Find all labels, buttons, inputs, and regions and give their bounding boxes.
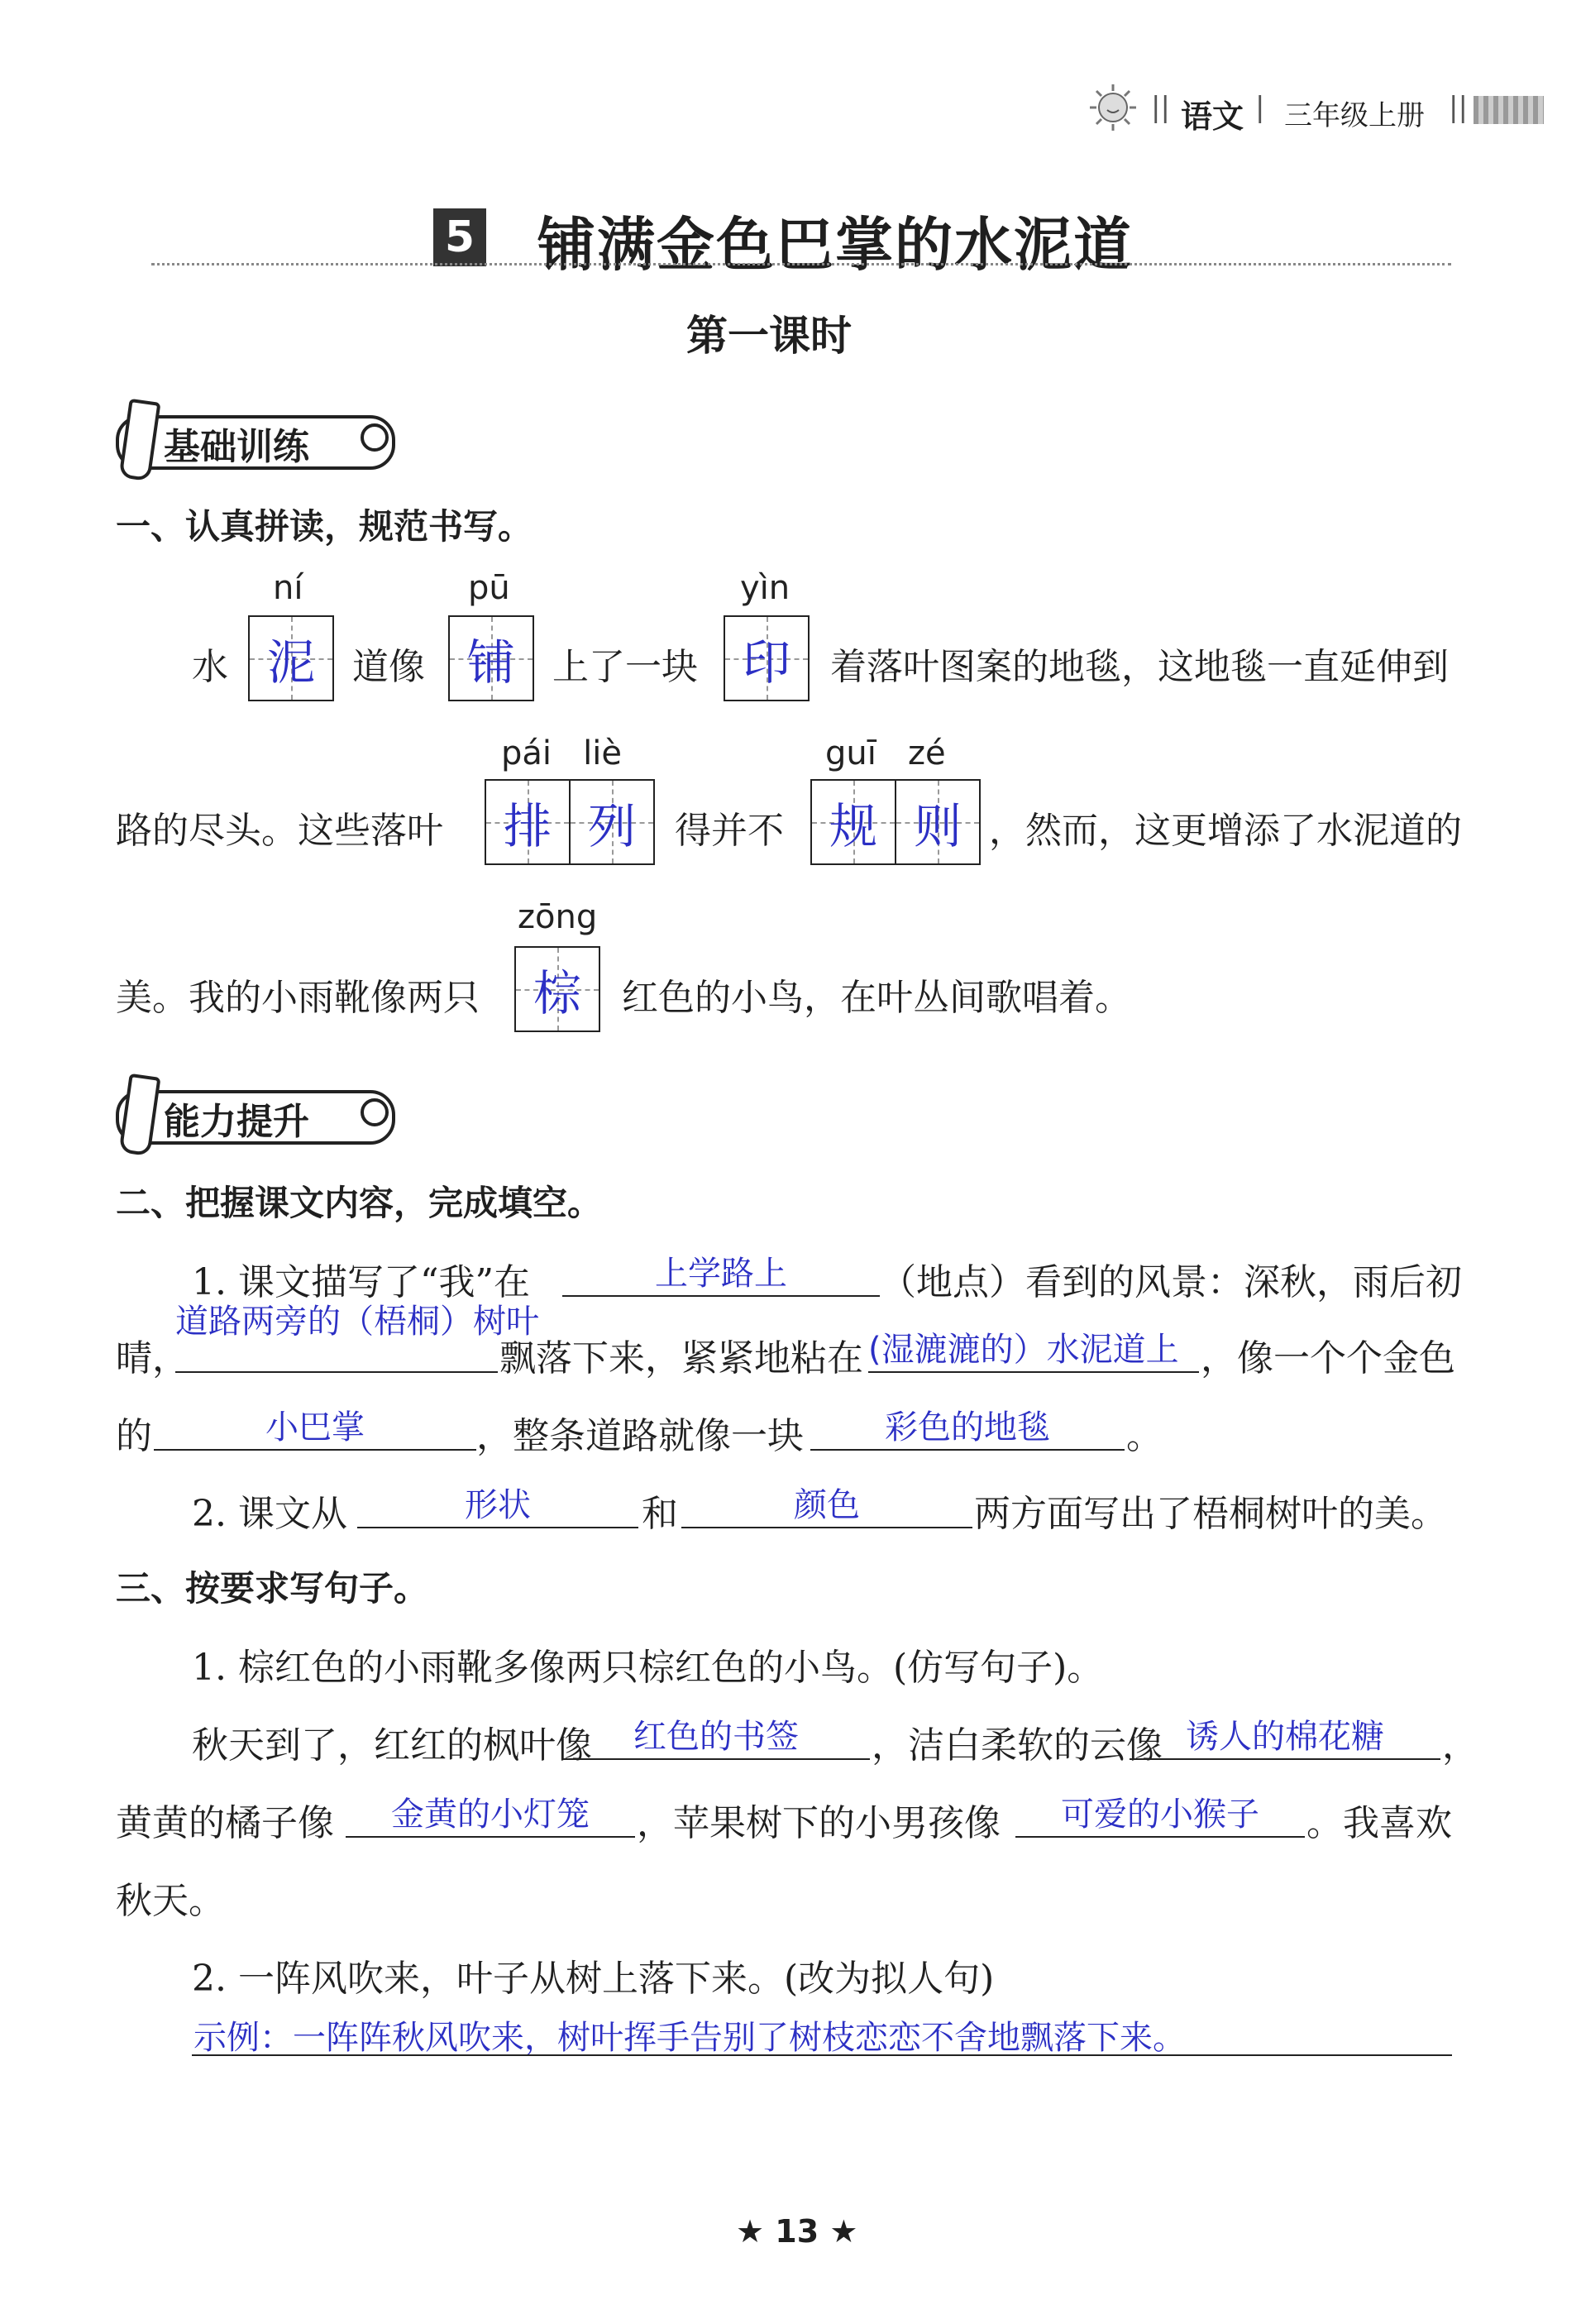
- text: 晴，: [116, 1337, 189, 1380]
- tag-ring-icon: [361, 423, 389, 452]
- blank-maple: [562, 1710, 870, 1760]
- char-cell: [725, 617, 808, 700]
- char-box-pu: [448, 615, 534, 701]
- text: 美。我的小雨靴像两只: [116, 977, 480, 1019]
- text: 得并不: [675, 810, 784, 852]
- answer-char: 印: [742, 634, 790, 691]
- answer-orange: 金黄的小灯笼: [391, 1796, 590, 1834]
- char-box-ni: [248, 615, 334, 701]
- answer-boy: 可爱的小猴子: [1061, 1796, 1259, 1834]
- char-cell: [450, 617, 533, 700]
- blank-carpet: [810, 1401, 1125, 1451]
- pinyin-ni: ní: [273, 569, 303, 607]
- text: 着落叶图案的地毯，这地毯一直延伸到: [830, 646, 1449, 688]
- answer-char: 排: [503, 798, 552, 854]
- text: 1. 课文描写了“我”在: [192, 1261, 530, 1303]
- answer-char: 规: [829, 798, 877, 854]
- answer-shape: 形状: [465, 1486, 531, 1524]
- char-cell: [895, 781, 979, 863]
- section-tag-ability: [116, 1085, 397, 1143]
- answer-carpet: 彩色的地毯: [885, 1408, 1050, 1447]
- answer-personification: 示例：一阵阵秋风吹来，树叶挥手告别了树枝恋恋不舍地飘落下来。: [193, 2019, 1186, 2057]
- blank-color: [681, 1479, 972, 1528]
- text: 的: [116, 1415, 152, 1457]
- answer-char: 棕: [533, 965, 581, 1021]
- sun-icon: [1088, 83, 1138, 132]
- text: 飘落下来，紧紧地粘在: [499, 1337, 863, 1380]
- title-rule: [151, 263, 1451, 265]
- tag-ring-icon: [361, 1098, 389, 1126]
- header-grade: 三年级上册: [1284, 99, 1425, 132]
- char-box-guize: [810, 779, 981, 865]
- blank-leaves: [175, 1323, 498, 1373]
- text: ，然而，这更增添了水泥道的: [989, 810, 1462, 852]
- char-box-zong: [514, 946, 600, 1032]
- header-divider: |: [1255, 91, 1265, 124]
- pinyin-guize: guī zé: [825, 734, 946, 772]
- text: 水: [192, 646, 228, 688]
- text: 两方面写出了梧桐树叶的美。: [974, 1493, 1447, 1535]
- header-divider: ||: [1449, 91, 1468, 124]
- blank-place: [562, 1247, 880, 1297]
- blank-palm: [154, 1401, 476, 1451]
- char-cell: [250, 617, 332, 700]
- pinyin-yin: yìn: [740, 569, 790, 607]
- answer-place: 上学路上: [655, 1255, 787, 1293]
- char-cell: [812, 781, 895, 863]
- answer-char: 泥: [266, 634, 315, 691]
- answer-palm: 小巴掌: [265, 1408, 365, 1447]
- section-label: 能力提升: [164, 1101, 309, 1143]
- answer-char: 则: [913, 798, 962, 854]
- answer-road: (湿漉漉的）水泥道上: [868, 1331, 1179, 1369]
- blank-cloud: [1130, 1710, 1440, 1760]
- blank-road: [868, 1323, 1199, 1373]
- text: ，: [1442, 1724, 1478, 1767]
- pinyin-zong: zōng: [518, 898, 598, 936]
- header-subject: 语文: [1181, 98, 1244, 135]
- text: 路的尽头。这些落叶: [116, 810, 443, 852]
- text: ，洁白柔软的云像: [872, 1724, 1163, 1767]
- text: 道像: [352, 646, 425, 688]
- text: ，像一个个金色: [1201, 1337, 1455, 1380]
- q3-prompt-2: 2. 一阵风吹来，叶子从树上落下来。(改为拟人句): [192, 1958, 995, 2000]
- answer-leaves: 道路两旁的（梧桐）树叶: [175, 1303, 539, 1341]
- header-divider: ||: [1151, 91, 1170, 124]
- header-strip: [1474, 96, 1544, 124]
- text: （地点）看到的风景：深秋，雨后初: [880, 1261, 1462, 1303]
- page-number: ★ 13 ★: [736, 2213, 858, 2250]
- answer-color: 颜色: [794, 1486, 860, 1524]
- char-cell: [516, 948, 599, 1030]
- answer-char: 列: [587, 798, 636, 854]
- pinyin-pailie: pái liè: [501, 734, 622, 772]
- char-cell: [569, 781, 653, 863]
- lesson-number: 5: [433, 208, 486, 266]
- lesson-subtitle: 第一课时: [686, 312, 852, 360]
- lesson-title: 铺满金色巴掌的水泥道: [537, 211, 1133, 279]
- q2-heading: 二、把握课文内容，完成填空。: [116, 1183, 603, 1223]
- q3-heading: 三、按要求写句子。: [116, 1568, 429, 1609]
- answer-char: 铺: [466, 634, 515, 691]
- text: 秋天到了，红红的枫叶像: [192, 1724, 592, 1767]
- text: ，苹果树下的小男孩像: [637, 1802, 1001, 1844]
- text: 秋天。: [116, 1880, 225, 1922]
- text: 。我喜欢: [1306, 1802, 1452, 1844]
- text: ，整条道路就像一块: [476, 1415, 804, 1457]
- text: 黄黄的橘子像: [116, 1802, 334, 1844]
- char-cell: [486, 781, 569, 863]
- q1-heading: 一、认真拼读，规范书写。: [116, 506, 533, 547]
- pinyin-pu: pū: [468, 569, 510, 607]
- text: 和: [642, 1493, 678, 1535]
- char-box-pailie: [485, 779, 655, 865]
- blank-shape: [357, 1479, 638, 1528]
- answer-cloud: 诱人的棉花糖: [1186, 1718, 1384, 1756]
- answer-line: [192, 2054, 1452, 2056]
- blank-orange: [346, 1788, 635, 1838]
- char-box-yin: [724, 615, 810, 701]
- answer-maple: 红色的书签: [633, 1718, 799, 1756]
- q3-prompt-1: 1. 棕红色的小雨靴多像两只棕红色的小鸟。(仿写句子)。: [192, 1647, 1104, 1689]
- text: 。: [1126, 1415, 1163, 1457]
- section-label: 基础训练: [164, 426, 309, 468]
- section-tag-basic: [116, 410, 397, 468]
- text: 2. 课文从: [192, 1493, 347, 1535]
- blank-boy: [1015, 1788, 1305, 1838]
- text: 红色的小鸟，在叶丛间歌唱着。: [622, 977, 1131, 1019]
- text: 上了一块: [552, 646, 698, 688]
